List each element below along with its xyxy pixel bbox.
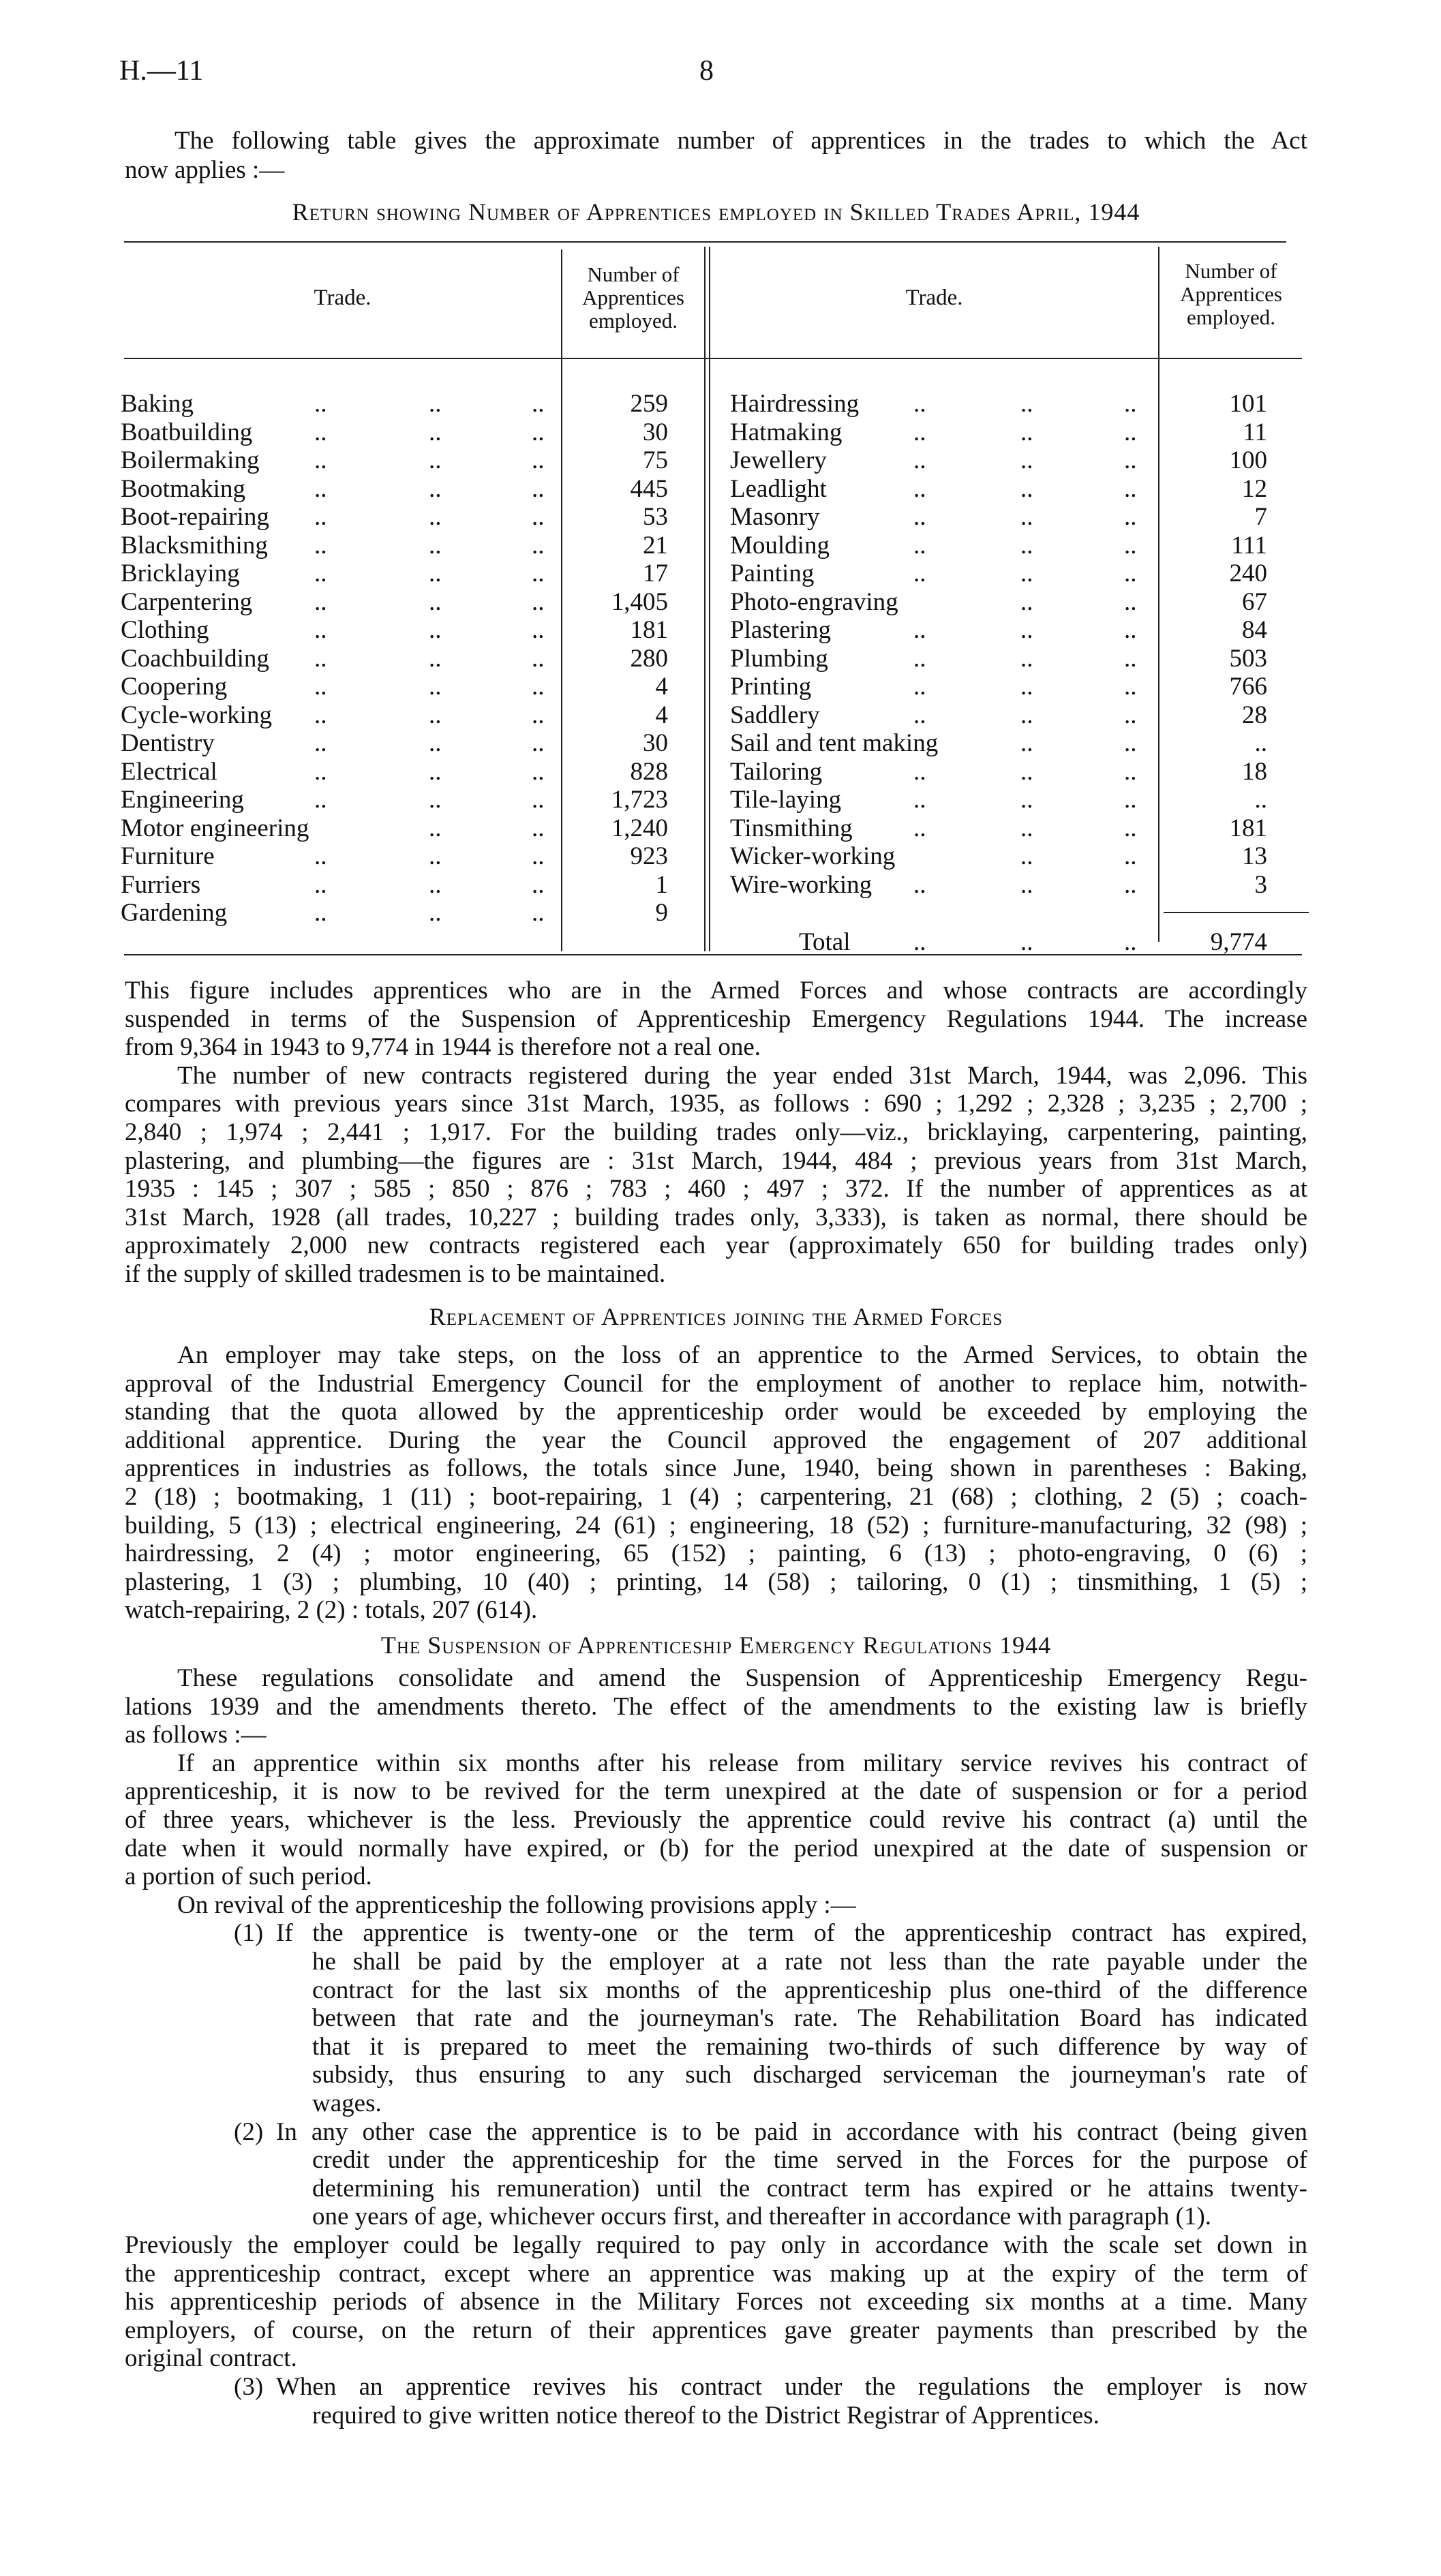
- text-line: standing that the quota allowed by the apprenticeship order would be exceeded by employing the: [125, 1398, 1307, 1426]
- text-line: 2 (18) ; bootmaking, 1 (11) ; boot-repairing, 1 (4) ; carpentering, 21 (68) ; clothing, 2 (5) ; coach-: [125, 1483, 1307, 1511]
- leader-dots: ..: [1124, 786, 1137, 814]
- trade-name: Wire-working: [730, 870, 873, 899]
- leader-dots: ..: [1020, 559, 1033, 587]
- leader-dots: ..: [1124, 729, 1137, 757]
- leader-dots: ..: [429, 474, 442, 503]
- text-line: if the supply of skilled tradesmen is to be maintained.: [125, 1260, 666, 1288]
- header-line: Number of: [1185, 259, 1277, 283]
- leader-dots: ..: [1124, 842, 1137, 870]
- trade-name: Boilermaking: [121, 446, 260, 474]
- text-line: suspended in terms of the Suspension of Apprenticeship Emergency Regulations 1944. The increase: [125, 1005, 1307, 1033]
- leader-dots: ..: [913, 786, 926, 814]
- apprentice-count: 259: [630, 390, 668, 418]
- total-value: 9,774: [1210, 928, 1267, 956]
- leader-dots: ..: [1124, 446, 1137, 474]
- leader-dots: ..: [1020, 474, 1033, 503]
- leader-dots: ..: [1020, 814, 1033, 842]
- text-line: On revival of the apprenticeship the following provisions apply :—: [177, 1890, 856, 1919]
- leader-dots: ..: [314, 786, 327, 814]
- document-reference: H.—11: [119, 55, 204, 87]
- leader-dots: ..: [532, 390, 545, 418]
- leader-dots: ..: [314, 757, 327, 786]
- leader-dots: ..: [314, 474, 327, 503]
- leader-dots: ..: [429, 503, 442, 531]
- header-line: Apprentices: [582, 286, 684, 309]
- leader-dots: ..: [429, 446, 442, 474]
- leader-dots: ..: [913, 474, 926, 503]
- apprentice-count: 7: [1254, 503, 1267, 531]
- item-number: (3): [234, 2373, 264, 2401]
- trade-name: Coachbuilding: [121, 644, 269, 673]
- total-rule: [1164, 912, 1309, 913]
- text-line: plastering, 1 (3) ; plumbing, 10 (40) ; printing, 14 (58) ; tailoring, 0 (1) ; tinsmithing, 1 (5) ;: [125, 1567, 1307, 1596]
- header-line: employed.: [589, 309, 678, 333]
- apprentice-count: 111: [1231, 531, 1267, 559]
- leader-dots: ..: [1124, 503, 1137, 531]
- leader-dots: ..: [913, 531, 926, 559]
- apprentice-count: 84: [1242, 616, 1267, 644]
- item-number: (2): [234, 2117, 264, 2146]
- leader-dots: ..: [314, 390, 327, 418]
- leader-dots: ..: [429, 673, 442, 701]
- apprentice-count: 1,405: [611, 587, 668, 616]
- leader-dots: ..: [429, 701, 442, 729]
- apprentice-count: 923: [630, 842, 668, 870]
- leader-dots: ..: [429, 644, 442, 673]
- apprentice-count: 75: [643, 446, 668, 474]
- apprentice-count: 503: [1229, 644, 1267, 673]
- trade-name: Sail and tent making: [730, 729, 939, 757]
- apprentice-count: 3: [1254, 870, 1267, 899]
- apprentice-count: 181: [1229, 814, 1267, 842]
- trade-name: Photo-engraving: [730, 587, 898, 616]
- leader-dots: ..: [532, 842, 545, 870]
- section-heading-suspension: The Suspension of Apprenticeship Emergency Regulations 1944: [380, 1631, 1052, 1659]
- leader-dots: ..: [1020, 531, 1033, 559]
- text-line: In any other case the apprentice is to be paid in accordance with his contract (being given: [276, 2117, 1307, 2146]
- trade-name: Blacksmithing: [121, 531, 268, 559]
- leader-dots: ..: [1124, 418, 1137, 446]
- leader-dots: ..: [314, 870, 327, 899]
- leader-dots: ..: [314, 644, 327, 673]
- trade-name: Coopering: [121, 673, 228, 701]
- trade-name: Carpentering: [121, 587, 253, 616]
- total-label: Total: [799, 928, 851, 956]
- text-line: watch-repairing, 2 (2) : totals, 207 (614).: [125, 1596, 538, 1625]
- leader-dots: ..: [532, 531, 545, 559]
- text-line: apprenticeship, it is now to be revived for the term unexpired at the date of suspension or for a period: [125, 1777, 1307, 1806]
- text-line: apprentices in industries as follows, the totals since June, 1940, being shown in parentheses : Baking,: [125, 1454, 1307, 1483]
- text-line: his apprenticeship periods of absence in the Military Forces not exceeding six months at a time. Many: [125, 2288, 1307, 2316]
- leader-dots: ..: [532, 503, 545, 531]
- leader-dots: ..: [532, 446, 545, 474]
- trade-name: Printing: [730, 673, 812, 701]
- leader-dots: ..: [429, 418, 442, 446]
- trade-name: Saddlery: [730, 701, 820, 729]
- leader-dots: ..: [532, 757, 545, 786]
- item-number: (1): [234, 1919, 264, 1948]
- text-line: 1935 : 145 ; 307 ; 585 ; 850 ; 876 ; 783 ; 460 ; 497 ; 372. If the number of apprentices as at: [125, 1175, 1307, 1203]
- text-line: the apprenticeship contract, except where an apprentice was making up at the expiry of the term of: [125, 2259, 1307, 2288]
- text-line: a portion of such period.: [125, 1862, 372, 1891]
- text-line: additional apprentice. During the year the Council approved the engagement of 207 additional: [125, 1426, 1307, 1454]
- trade-name: Cycle-working: [121, 701, 272, 729]
- text-line: employers, of course, on the return of their apprentices gave greater payments than prescribed by the: [125, 2316, 1307, 2344]
- text-line: subsidy, thus ensuring to any such discharged serviceman the journeyman's rate of: [312, 2061, 1307, 2089]
- leader-dots: ..: [314, 842, 327, 870]
- text-line: building, 5 (13) ; electrical engineering, 24 (61) ; engineering, 18 (52) ; furniture-manufacturing, 32 (98) ;: [125, 1511, 1307, 1539]
- text-line: lations 1939 and the amendments thereto. The effect of the amendments to the existing law is briefly: [125, 1692, 1307, 1721]
- table-header-rule: [124, 358, 1302, 359]
- leader-dots: ..: [1020, 418, 1033, 446]
- text-line: 2,840 ; 1,974 ; 2,441 ; 1,917. For the building trades only—viz., bricklaying, carpentering, painting,: [125, 1118, 1307, 1146]
- leader-dots: ..: [532, 587, 545, 616]
- text-line: approval of the Industrial Emergency Council for the employment of another to replace him, notwith-: [125, 1369, 1307, 1398]
- leader-dots: ..: [913, 418, 926, 446]
- text-line: compares with previous years since 31st March, 1935, as follows : 690 ; 1,292 ; 2,328 ; 3,235 ; 2,700 ;: [125, 1090, 1307, 1118]
- apprentice-count: 1: [655, 870, 668, 899]
- text-line: required to give written notice thereof to the District Registrar of Apprentices.: [312, 2401, 1099, 2429]
- text-line: of three years, whichever is the less. Previously the apprentice could revive his contract (a) until the: [125, 1806, 1307, 1834]
- leader-dots: ..: [913, 390, 926, 418]
- trade-name: Tailoring: [730, 757, 823, 786]
- leader-dots: ..: [532, 673, 545, 701]
- trade-name: Bricklaying: [121, 559, 240, 587]
- text-line: wages.: [312, 2089, 382, 2117]
- text-line: contract for the last six months of the apprenticeship plus one-third of the difference: [312, 1976, 1307, 2004]
- leader-dots: ..: [1124, 673, 1137, 701]
- leader-dots: ..: [532, 474, 545, 503]
- text-line: Previously the employer could be legally required to pay only in accordance with the scale set down in: [125, 2231, 1307, 2259]
- intro-line: The following table gives the approximate number of apprentices in the trades to which the Act: [175, 127, 1307, 155]
- text-line: determining his remuneration) until the contract term has expired or he attains twenty-: [312, 2174, 1307, 2203]
- trade-name: Plastering: [730, 616, 831, 644]
- apprentice-count: 100: [1229, 446, 1267, 474]
- leader-dots: ..: [1020, 842, 1033, 870]
- trade-name: Wicker-working: [730, 842, 896, 870]
- leader-dots: ..: [532, 786, 545, 814]
- leader-dots: ..: [1124, 531, 1137, 559]
- apprentice-count: 12: [1242, 474, 1267, 503]
- text-line: as follows :—: [125, 1721, 267, 1749]
- leader-dots: ..: [913, 870, 926, 899]
- leader-dots: ..: [532, 701, 545, 729]
- trade-name: Boot-repairing: [121, 503, 269, 531]
- trade-name: Masonry: [730, 503, 820, 531]
- apprentice-count: 4: [655, 701, 668, 729]
- text-line: This figure includes apprentices who are in the Armed Forces and whose contracts are accordingly: [125, 977, 1307, 1005]
- leader-dots: ..: [532, 870, 545, 899]
- leader-dots: ..: [532, 899, 545, 927]
- leader-dots: ..: [314, 559, 327, 587]
- leader-dots: ..: [314, 616, 327, 644]
- trade-name: Boatbuilding: [121, 418, 253, 446]
- trade-name: Motor engineering: [121, 814, 309, 842]
- leader-dots: ..: [1124, 814, 1137, 842]
- leader-dots: ..: [1124, 701, 1137, 729]
- trade-name: Engineering: [121, 786, 244, 814]
- leader-dots: ..: [314, 701, 327, 729]
- leader-dots: ..: [314, 531, 327, 559]
- leader-dots: ..: [429, 531, 442, 559]
- text-line: credit under the apprenticeship for the time served in the Forces for the purpose of: [312, 2146, 1307, 2175]
- apprentice-count: 9: [655, 899, 668, 927]
- text-line: These regulations consolidate and amend the Suspension of Apprenticeship Emergency Regu-: [177, 1664, 1307, 1692]
- trade-name: Hairdressing: [730, 390, 860, 418]
- leader-dots: ..: [314, 587, 327, 616]
- apprentice-count: 21: [643, 531, 668, 559]
- column-divider: [561, 249, 562, 951]
- text-line: one years of age, whichever occurs first, and thereafter in accordance with paragraph (1).: [312, 2203, 1212, 2231]
- text-line: The number of new contracts registered during the year ended 31st March, 1944, was 2,096. This: [177, 1061, 1307, 1090]
- leader-dots: ..: [314, 446, 327, 474]
- apprentice-count: 67: [1242, 587, 1267, 616]
- text-line: hairdressing, 2 (4) ; motor engineering, 65 (152) ; painting, 6 (13) ; photo-engraving, 0 (6) ;: [125, 1539, 1307, 1568]
- header-number-left: [562, 263, 704, 333]
- column-divider: [1158, 247, 1159, 942]
- header-number-right: [1159, 260, 1303, 329]
- leader-dots: ..: [1020, 786, 1033, 814]
- leader-dots: ..: [429, 842, 442, 870]
- trade-name: Hatmaking: [730, 418, 843, 446]
- leader-dots: ..: [429, 390, 442, 418]
- trade-name: Gardening: [121, 899, 228, 927]
- leader-dots: ..: [913, 701, 926, 729]
- apprentice-count: 101: [1229, 390, 1267, 418]
- apprentice-count: 240: [1229, 559, 1267, 587]
- leader-dots: ..: [532, 559, 545, 587]
- trade-name: Tile-laying: [730, 786, 842, 814]
- apprentice-count: 280: [630, 644, 668, 673]
- leader-dots: ..: [532, 814, 545, 842]
- table-title: Return showing Number of Apprentices employed in Skilled Trades April, 1944: [292, 198, 1140, 226]
- leader-dots: ..: [532, 616, 545, 644]
- leader-dots: ..: [1124, 616, 1137, 644]
- leader-dots: ..: [913, 814, 926, 842]
- trade-name: Painting: [730, 559, 815, 587]
- leader-dots: ..: [1124, 587, 1137, 616]
- intro-line: now applies :—: [125, 156, 285, 184]
- apprentice-count: 30: [643, 729, 668, 757]
- text-line: date when it would normally have expired, or (b) for the period unexpired at the date of suspension or: [125, 1834, 1307, 1862]
- leader-dots: ..: [1020, 446, 1033, 474]
- leader-dots: ..: [1124, 644, 1137, 673]
- trade-name: Electrical: [121, 757, 217, 786]
- apprentice-count: 1,723: [611, 786, 668, 814]
- text-line: When an apprentice revives his contract under the regulations the employer is now: [276, 2373, 1307, 2401]
- text-line: from 9,364 in 1943 to 9,774 in 1944 is therefore not a real one.: [125, 1033, 761, 1062]
- apprentice-count: 828: [630, 757, 668, 786]
- text-line: If the apprentice is twenty-one or the term of the apprenticeship contract has expired,: [276, 1919, 1307, 1948]
- leader-dots: ..: [429, 587, 442, 616]
- apprentice-count: 181: [630, 616, 668, 644]
- leader-dots: ..: [913, 644, 926, 673]
- trade-name: Bootmaking: [121, 474, 245, 503]
- header-trade-right: Trade.: [905, 286, 963, 310]
- leader-dots: ..: [1124, 559, 1137, 587]
- leader-dots: ..: [1124, 928, 1137, 956]
- leader-dots: ..: [532, 644, 545, 673]
- trade-name: Tinsmithing: [730, 814, 853, 842]
- leader-dots: ..: [314, 503, 327, 531]
- header-line: Number of: [587, 262, 680, 286]
- trade-name: Clothing: [121, 616, 209, 644]
- trade-name: Furriers: [121, 870, 201, 899]
- leader-dots: ..: [429, 729, 442, 757]
- apprentice-count: 28: [1242, 701, 1267, 729]
- apprentice-count: 53: [643, 503, 668, 531]
- text-line: between that rate and the journeyman's rate. The Rehabilitation Board has indicated: [312, 2004, 1307, 2033]
- header-line: employed.: [1187, 305, 1275, 329]
- leader-dots: ..: [1020, 701, 1033, 729]
- header-trade-left: Trade.: [314, 286, 371, 310]
- leader-dots: ..: [913, 446, 926, 474]
- apprentice-count: ..: [1254, 786, 1267, 814]
- header-line: Apprentices: [1180, 282, 1282, 306]
- text-line: An employer may take steps, on the loss of an apprentice to the Armed Services, to obtain the: [177, 1341, 1307, 1369]
- leader-dots: ..: [429, 559, 442, 587]
- apprentice-count: 17: [643, 559, 668, 587]
- leader-dots: ..: [314, 673, 327, 701]
- apprentice-count: 30: [643, 418, 668, 446]
- trade-name: Furniture: [121, 842, 215, 870]
- leader-dots: ..: [913, 928, 926, 956]
- text-line: approximately 2,000 new contracts registered each year (approximately 650 for building trades only): [125, 1231, 1307, 1260]
- page-number: 8: [699, 55, 714, 87]
- leader-dots: ..: [1020, 616, 1033, 644]
- leader-dots: ..: [1124, 870, 1137, 899]
- leader-dots: ..: [1020, 729, 1033, 757]
- text-line: he shall be paid by the employer at a rate not less than the rate payable under the: [312, 1948, 1307, 1976]
- leader-dots: ..: [913, 673, 926, 701]
- apprentice-count: 11: [1243, 418, 1267, 446]
- trade-name: Baking: [121, 390, 194, 418]
- leader-dots: ..: [1020, 644, 1033, 673]
- leader-dots: ..: [1020, 928, 1033, 956]
- text-line: 31st March, 1928 (all trades, 10,227 ; building trades only, 3,333), is taken as normal, there should be: [125, 1203, 1307, 1231]
- column-divider: [704, 247, 706, 951]
- leader-dots: ..: [913, 503, 926, 531]
- leader-dots: ..: [1124, 757, 1137, 786]
- leader-dots: ..: [314, 729, 327, 757]
- text-line: plastering, and plumbing—the figures are : 31st March, 1944, 484 ; previous years from 31st March,: [125, 1146, 1307, 1175]
- column-divider: [709, 247, 710, 951]
- leader-dots: ..: [1124, 390, 1137, 418]
- leader-dots: ..: [429, 757, 442, 786]
- trade-name: Leadlight: [730, 474, 827, 503]
- trade-name: Dentistry: [121, 729, 215, 757]
- leader-dots: ..: [1020, 503, 1033, 531]
- table-top-rule: [124, 241, 1286, 243]
- leader-dots: ..: [314, 418, 327, 446]
- apprentice-count: 18: [1242, 757, 1267, 786]
- leader-dots: ..: [314, 899, 327, 927]
- leader-dots: ..: [1020, 587, 1033, 616]
- leader-dots: ..: [913, 559, 926, 587]
- text-line: original contract.: [125, 2344, 297, 2373]
- leader-dots: ..: [913, 616, 926, 644]
- leader-dots: ..: [1020, 673, 1033, 701]
- apprentice-count: 13: [1242, 842, 1267, 870]
- leader-dots: ..: [532, 418, 545, 446]
- text-line: If an apprentice within six months after his release from military service revives his contract of: [177, 1749, 1307, 1777]
- trade-name: Plumbing: [730, 644, 828, 673]
- section-heading-replacement: Replacement of Apprentices joining the Armed Forces: [429, 1303, 1003, 1330]
- leader-dots: ..: [1020, 757, 1033, 786]
- leader-dots: ..: [532, 729, 545, 757]
- apprentice-count: 766: [1229, 673, 1267, 701]
- leader-dots: ..: [1020, 390, 1033, 418]
- leader-dots: ..: [913, 757, 926, 786]
- apprentice-count: 4: [655, 673, 668, 701]
- apprentice-count: ..: [1254, 729, 1267, 757]
- apprentice-count: 445: [630, 474, 668, 503]
- apprentice-count: 1,240: [611, 814, 668, 842]
- text-line: that it is prepared to meet the remaining two-thirds of such difference by way of: [312, 2032, 1307, 2061]
- leader-dots: ..: [429, 870, 442, 899]
- leader-dots: ..: [1020, 870, 1033, 899]
- trade-name: Jewellery: [730, 446, 827, 474]
- leader-dots: ..: [1124, 474, 1137, 503]
- leader-dots: ..: [429, 786, 442, 814]
- trade-name: Moulding: [730, 531, 830, 559]
- leader-dots: ..: [429, 814, 442, 842]
- leader-dots: ..: [429, 616, 442, 644]
- leader-dots: ..: [429, 899, 442, 927]
